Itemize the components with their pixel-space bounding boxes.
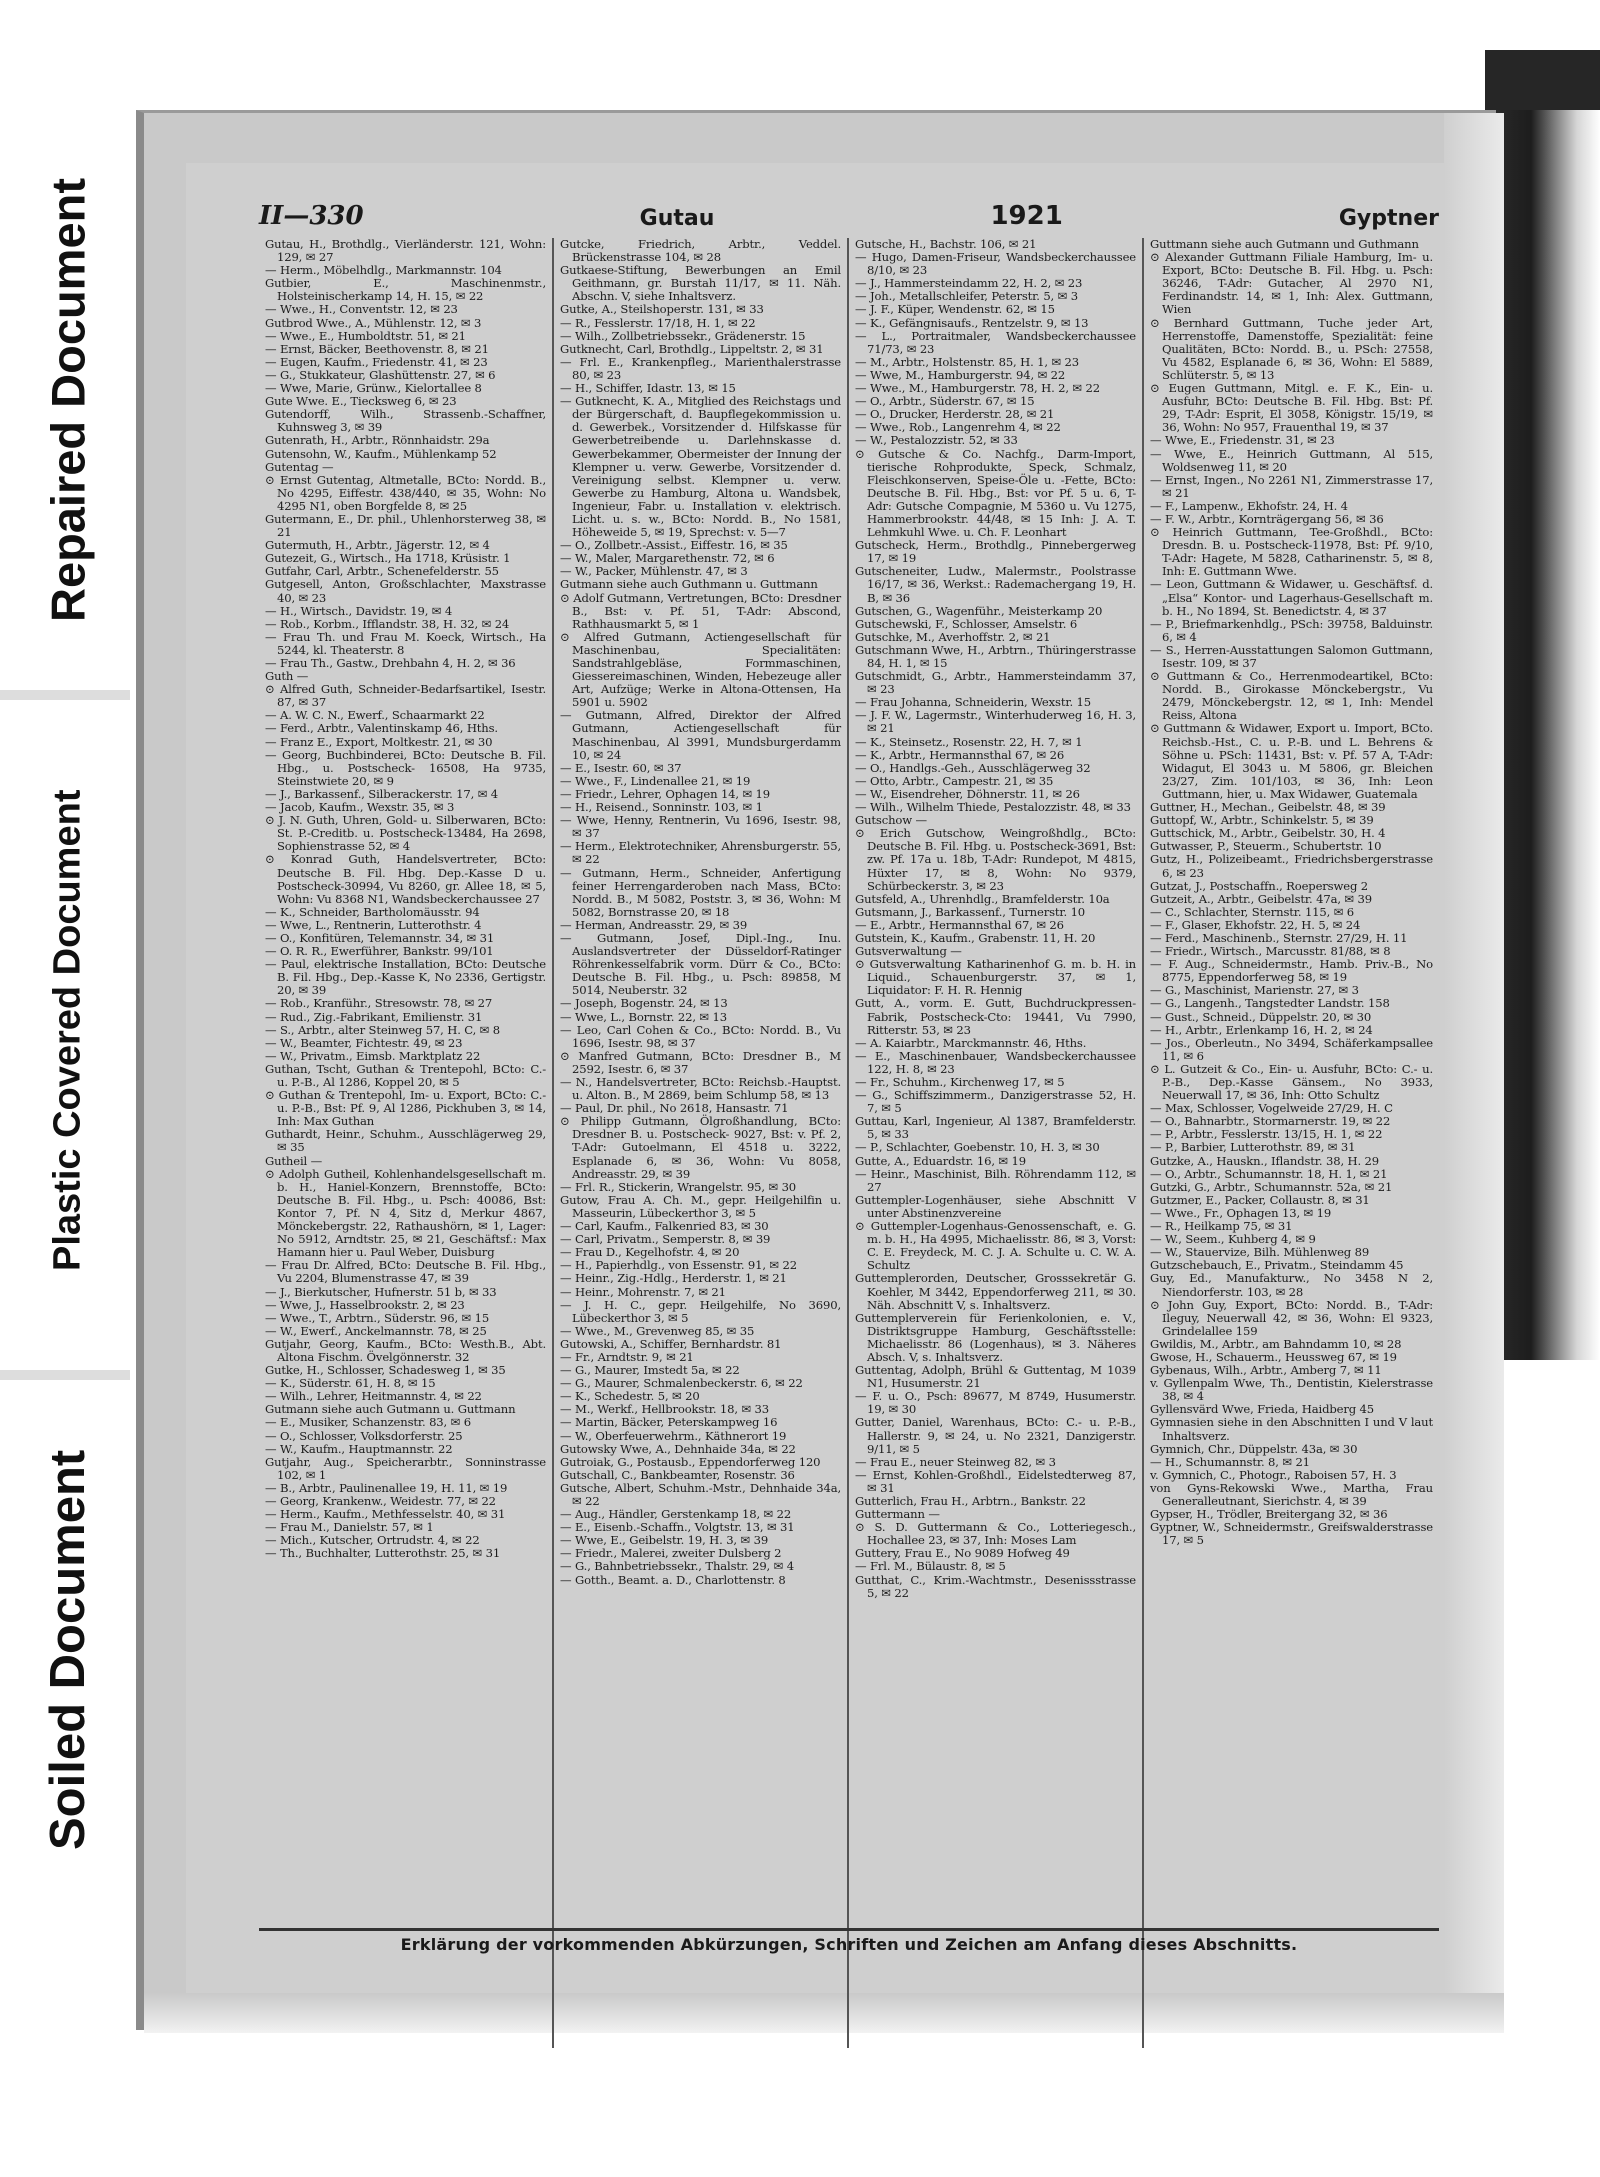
directory-entry: Gutowsky Wwe, A., Dehnhaide 34a, ✉ 22 xyxy=(560,1441,796,1456)
directory-entry: — W., Beamter, Fichtestr. 49, ✉ 23 xyxy=(265,1035,463,1050)
directory-entry: — Ferd., Maschinenb., Sternstr. 27/29, H. 11 xyxy=(1150,930,1408,945)
column-3 xyxy=(849,238,1144,2048)
directory-entry: — Wwe, J., Hasselbrookstr. 2, ✉ 23 xyxy=(265,1297,465,1312)
directory-entry: — K., Schedestr. 5, ✉ 20 xyxy=(560,1389,700,1404)
directory-entry: Gutzeit, A., Arbtr., Geibelstr. 47a, ✉ 39 xyxy=(1150,891,1372,906)
directory-entry: Guttemplerorden, Deutscher, Grosssekretär G. Koehler, M 3442, Eppendorferweg 211, ✉ 30. Näh. Abschnitt V, s. Inhaltsverz. xyxy=(855,1271,1136,1312)
directory-entry: Guttopf, W., Arbtr., Schinkelstr. 5, ✉ 39 xyxy=(1150,813,1374,828)
label-divider xyxy=(0,690,130,700)
directory-entry: Gybenaus, Wilh., Arbtr., Amberg 7, ✉ 11 xyxy=(1150,1363,1382,1378)
directory-entry: — Jos., Oberleutn., No 3494, Schäferkampsallee 11, ✉ 6 xyxy=(1150,1035,1433,1063)
directory-entry: Gutfahr, Carl, Arbtr., Schenefelderstr. 55 xyxy=(265,564,499,579)
directory-entry: Gutezeit, G., Wirtsch., Ha 1718, Krüsistr. 1 xyxy=(265,551,511,566)
scan-shadow-top xyxy=(1485,50,1600,110)
directory-entry: — Otto, Arbtr., Campestr. 21, ✉ 35 xyxy=(855,773,1054,788)
directory-entry: Gutwasser, P., Steuerm., Schubertstr. 10 xyxy=(1150,839,1382,854)
directory-entry: — Ernst, Ingen., No 2261 N1, Zimmerstrasse 17, ✉ 21 xyxy=(1150,472,1433,500)
directory-entry: ⊙ Gutsche & Co. Nachfg., Darm-Import, tierische Rohprodukte, Speck, Schmalz, Fleischkonserven, Speise-Öle u. -Fette, BCto: Deutsche B. Fil. Hbg., Bst: vor Pf. 5 u. 6, T-Adr: Gutsche Compagnie, M 5360 u. Vu 1275, Hammerbrookstr. 44/48, ✉ 15 Inh: J. A. T. Lehmkuhl Wwe. u. Ch. F. Leonhart xyxy=(855,446,1136,540)
directory-entry: Gutz, H., Polizeibeamt., Friedrichsbergerstrasse 6, ✉ 23 xyxy=(1150,852,1433,880)
directory-entry: Gutzmer, E., Packer, Collaustr. 8, ✉ 31 xyxy=(1150,1192,1370,1207)
directory-entry: Guttermann — xyxy=(855,1507,940,1522)
directory-entry: Gutknecht, Carl, Brothdlg., Lippeltstr. 2, ✉ 31 xyxy=(560,341,824,356)
directory-entry: Guttempler-Logenhäuser, siehe Abschnitt V unter Abstinenzvereine xyxy=(855,1192,1136,1220)
directory-entry: Gutentag — xyxy=(265,459,334,474)
directory-entry: — K., Süderstr. 61, H. 8, ✉ 15 xyxy=(265,1376,436,1391)
directory-entry: Gutschow — xyxy=(855,813,927,828)
directory-entry: — J. H. C., gepr. Heilgehilfe, No 3690, Lübeckerthor 3, ✉ 5 xyxy=(560,1297,841,1325)
directory-entry: — F. u. O., Psch: 89677, M 8749, Husumerstr. 19, ✉ 30 xyxy=(855,1389,1136,1417)
directory-entry: — Frau E., neuer Steinweg 82, ✉ 3 xyxy=(855,1454,1056,1469)
directory-entry: Gutzki, G., Arbtr., Schumannstr. 52a, ✉ 21 xyxy=(1150,1179,1393,1194)
directory-entry: — A. Kaiarbtr., Marckmannstr. 46, Hths. xyxy=(855,1035,1087,1050)
directory-entry: — K., Arbtr., Hermannsthal 67, ✉ 26 xyxy=(855,747,1065,762)
directory-entry: — Friedr., Lehrer, Ophagen 14, ✉ 19 xyxy=(560,786,771,801)
directory-entry: — E., Arbtr., Hermannsthal 67, ✉ 26 xyxy=(855,917,1064,932)
directory-entry: — W., Privatm., Eimsb. Marktplatz 22 xyxy=(265,1048,481,1063)
directory-entry: ⊙ Manfred Gutmann, BCto: Dresdner B., M 2592, Isestr. 6, ✉ 37 xyxy=(560,1048,841,1076)
directory-entry: Gutke, A., Steilshoperstr. 131, ✉ 33 xyxy=(560,302,764,317)
directory-entry: — Frl. R., Stickerin, Wrangelstr. 95, ✉ 30 xyxy=(560,1179,797,1194)
directory-entry: — Paul, elektrische Installation, BCto: Deutsche B. Fil. Hbg., Dep.-Kasse K, No 2336, Gertigstr. 20, ✉ 39 xyxy=(265,957,546,998)
directory-entry: — K., Steinsetz., Rosenstr. 22, H. 7, ✉ 1 xyxy=(855,734,1083,749)
directory-entry: — H., Papierhdlg., von Essenstr. 91, ✉ 22 xyxy=(560,1258,797,1273)
footer-rule xyxy=(259,1928,1439,1931)
directory-entry: — O., Konfitüren, Telemannstr. 34, ✉ 31 xyxy=(265,930,495,945)
directory-entry: Gutthat, C., Krim.-Wachtmstr., Desenissstrasse 5, ✉ 22 xyxy=(855,1572,1136,1600)
directory-entry: — Wwe, Marie, Grünw., Kielortallee 8 xyxy=(265,381,482,396)
last-headword: Gyptner xyxy=(1338,206,1439,231)
directory-entry: — Leo, Carl Cohen & Co., BCto: Nordd. B., Vu 1696, Isestr. 98, ✉ 37 xyxy=(560,1022,841,1050)
directory-entry: — M., Werkf., Hellbrookstr. 18, ✉ 33 xyxy=(560,1402,769,1417)
directory-entry: — Wwe, L., Rentnerin, Lutterothstr. 4 xyxy=(265,917,482,932)
directory-entry: Gutt, A., vorm. E. Gutt, Buchdruckpressen-Fabrik, Postscheck-Cto: 19441, Vu 7990, Ritterstr. 53, ✉ 23 xyxy=(855,996,1136,1037)
directory-entry: — A. W. C. N., Ewerf., Schaarmarkt 22 xyxy=(265,708,485,723)
directory-entry: — E., Eisenb.-Schaffn., Volgtstr. 13, ✉ 31 xyxy=(560,1520,795,1535)
directory-entry: Gymnasien siehe in den Abschnitten I und V laut Inhaltsverz. xyxy=(1150,1415,1433,1443)
label-soiled-document: Soiled Document xyxy=(41,1449,95,1851)
directory-entry: — Gust., Schneid., Düppelstr. 20, ✉ 30 xyxy=(1150,1009,1372,1024)
directory-entry: — J. F., Küper, Wendenstr. 62, ✉ 15 xyxy=(855,302,1055,317)
directory-entry: — Mich., Kutscher, Ortrudstr. 4, ✉ 22 xyxy=(265,1533,480,1548)
directory-entry: — E., Musiker, Schanzenstr. 83, ✉ 6 xyxy=(265,1415,471,1430)
directory-entry: Gutau, H., Brothdlg., Vierländerstr. 121, Wohn: 129, ✉ 27 xyxy=(265,238,546,265)
directory-entry: ⊙ Eugen Guttmann, Mitgl. e. F. K., Ein- u. Ausfuhr, BCto: Deutsche B. Fil. Hbg. Bst: Pf. 29, T-Adr: Esprit, El 3058, Königstr. 15/19, ✉ 36, Wohn: No 957, Frauenthal 19, ✉ 37 xyxy=(1150,381,1433,435)
directory-entry: — W., Oberfeuerwehrm., Käthnerort 19 xyxy=(560,1428,787,1443)
directory-entry: Gutzke, A., Hauskn., Iflandstr. 38, H. 29 xyxy=(1150,1153,1380,1168)
directory-entry: Gutke, H., Schlosser, Schadesweg 1, ✉ 35 xyxy=(265,1363,506,1378)
column-2 xyxy=(554,238,849,2048)
directory-entry: Gutzat, J., Postschaffn., Roepersweg 2 xyxy=(1150,878,1368,893)
directory-entry: — Gutknecht, K. A., Mitglied des Reichstags und der Bürgerschaft, d. Baupflegekommission u. d. Gewerbek., Vorsitzender d. Hilfskasse für Gewerbetreibende u. Darlehnskasse d. Gewerbekammer, Obermeister der Innung der Klempner u. verw. Gewerbe, Vorsitzender d. Vereinigung selbst. Klempner u. verw. Gewerbe zu Hamburg, Altona u. Wandsbek, Ingenieur, Fabr. u. Installation v. elektrisch. Licht. u. s. w., BCto: Nordd. B., No 1581, Höheweide 5, ✉ 19, Sprechst: v. 5—7 xyxy=(560,394,841,540)
directory-entry: Gutterlich, Frau H., Arbtrn., Bankstr. 22 xyxy=(855,1494,1086,1508)
directory-entry: Gutgesell, Anton, Großschlachter, Maxstrasse 40, ✉ 23 xyxy=(265,577,546,605)
directory-entry: ⊙ Heinrich Guttmann, Tee-Großhdl., BCto: Dresdn. B. u. Postscheck-11978, Bst: Pf. 9/10, T-Adr: Hagete, M 5828, Catharinenstr. 5, ✉ 8, Inh: E. Guttmann Wwe. xyxy=(1150,525,1433,579)
directory-entry: — Heinr., Maschinist, Bilh. Röhrendamm 112, ✉ 27 xyxy=(855,1166,1136,1194)
directory-entry: — H., Wirtsch., Davidstr. 19, ✉ 4 xyxy=(265,603,453,618)
directory-entry: — Gutmann, Herm., Schneider, Anfertigung feiner Herrengarderoben nach Mass, BCto: Nordd. B., M 5082, Poststr. 3, ✉ 36, Wohn: M 5082, Bornstrasse 20, ✉ 18 xyxy=(560,865,841,919)
directory-entry: — J. F. W., Lagermstr., Winterhuderweg 16, H. 3, ✉ 21 xyxy=(855,708,1136,736)
page-number: II—330 xyxy=(259,201,364,231)
directory-entry: Gutermann, E., Dr. phil., Uhlenhorsterweg 38, ✉ 21 xyxy=(265,511,546,540)
directory-entry: Gutschmidt, G., Arbtr., Hammersteindamm 37, ✉ 23 xyxy=(855,669,1136,697)
directory-entry: — Wwe, E., Heinrich Guttmann, Al 515, Woldsenweg 11, ✉ 20 xyxy=(1150,446,1433,474)
directory-entry: Gutroiak, G., Postausb., Eppendorferweg 120 xyxy=(560,1454,821,1469)
directory-entry: Gutow, Frau A. Ch. M., gepr. Heilgehilfin u. Masseurin, Lübeckerthor 3, ✉ 5 xyxy=(560,1192,841,1220)
directory-entry: — Wwe., M., Grevenweg 85, ✉ 35 xyxy=(560,1323,755,1338)
directory-entry: — Gotth., Beamt. a. D., Charlottenstr. 8 xyxy=(560,1572,786,1587)
directory-entry: — Wwe, M., Hamburgerstr. 94, ✉ 22 xyxy=(855,367,1066,382)
directory-entry: — K., Gefängnisaufs., Rentzelstr. 9, ✉ 13 xyxy=(855,315,1089,330)
directory-entry: ⊙ Guthan & Trentepohl, Im- u. Export, BCto: C.- u. P.-B., Bst: Pf. 9, Al 1286, Pickhuben 3, ✉ 14, Inh: Max Guthan xyxy=(265,1088,546,1129)
directory-entry: Gutschewski, F., Schlosser, Amselstr. 6 xyxy=(855,616,1078,631)
directory-entry: ⊙ Adolf Gutmann, Vertretungen, BCto: Dresdner B., Bst: v. Pf. 51, T-Adr: Abscond, Rathhausmarkt 5, ✉ 1 xyxy=(560,590,841,631)
directory-entry: Guthan, Tscht, Guthan & Trentepohl, BCto: C.- u. P.-B., Al 1286, Koppel 20, ✉ 5 xyxy=(265,1061,546,1089)
directory-entry: — Frau Johanna, Schneiderin, Wexstr. 15 xyxy=(855,695,1091,710)
directory-entry: — Wwe., T., Arbtrn., Süderstr. 96, ✉ 15 xyxy=(265,1310,490,1325)
directory-entry: Guthardt, Heinr., Schuhm., Ausschlägerweg 29, ✉ 35 xyxy=(265,1127,546,1155)
directory-entry: — O., Arbtr., Schumannstr. 18, H. 1, ✉ 21 xyxy=(1150,1166,1388,1181)
directory-entry: — Friedr., Wirtsch., Marcusstr. 81/88, ✉ 8 xyxy=(1150,944,1391,959)
directory-entry: ⊙ Guttmann & Co., Herrenmodeartikel, BCto: Nordd. B., Girokasse Mönckebergstr., Vu 2479, Mönckebergstr. 12, ✉ 1, Inh: Mendel Reiss, Altona xyxy=(1150,669,1433,723)
directory-entry: — J., Bierkutscher, Hufnerstr. 51 b, ✉ 33 xyxy=(265,1284,497,1299)
directory-entry: — P., Schlachter, Goebenstr. 10, H. 3, ✉ 30 xyxy=(855,1140,1100,1155)
directory-entry: Guttschick, M., Arbtr., Geibelstr. 30, H. 4 xyxy=(1150,826,1386,841)
directory-entry: — Georg, Krankenw., Weidestr. 77, ✉ 22 xyxy=(265,1494,496,1508)
directory-entry: von Gyns-Rekowski Wwe., Martha, Frau Generalleutnant, Sierichstr. 4, ✉ 39 xyxy=(1150,1480,1433,1508)
directory-entry: — Wwe., F., Lindenallee 21, ✉ 19 xyxy=(560,773,751,788)
column-1 xyxy=(259,238,554,2048)
directory-entry: — Herm., Möbelhdlg., Markmannstr. 104 xyxy=(265,263,502,278)
directory-entry: ⊙ Konrad Guth, Handelsvertreter, BCto: Deutsche B. Fil. Hbg. Dep.-Kasse D u. Postscheck-30994, Vu 8260, gr. Allee 18, ✉ 5, Wohn: Vu 8368 N1, Wandsbeckerchaussee 27 xyxy=(265,852,546,906)
directory-entry: — F. Aug., Schneidermstr., Hamb. Priv.-B., No 8775, Eppendorferweg 58, ✉ 19 xyxy=(1150,957,1433,985)
directory-entry: — G., Maurer, Schmalenbeckerstr. 6, ✉ 22 xyxy=(560,1376,803,1391)
label-plastic-covered-document: Plastic Covered Document xyxy=(46,789,89,1271)
directory-entry: v. Gymnich, C., Photogr., Raboisen 57, H. 3 xyxy=(1150,1467,1397,1482)
directory-entry: — Wwe., Fr., Ophagen 13, ✉ 19 xyxy=(1150,1205,1332,1220)
directory-entry: Gutscheck, Herm., Brothdlg., Pinnebergerweg 17, ✉ 19 xyxy=(855,538,1136,566)
directory-entry: — M., Arbtr., Holstenstr. 85, H. 1, ✉ 23 xyxy=(855,354,1080,369)
directory-entry: — O., Zollbetr.-Assist., Eiffestr. 16, ✉ 35 xyxy=(560,538,788,553)
directory-entry: Gutcke, Friedrich, Arbtr., Veddel. Brückenstrasse 104, ✉ 28 xyxy=(560,238,841,265)
directory-entry: — W., Pestalozzistr. 52, ✉ 33 xyxy=(855,433,1018,448)
directory-entry: Gutte, A., Eduardstr. 16, ✉ 19 xyxy=(855,1153,1026,1168)
directory-entry: Gutsmann, J., Barkassenf., Turnerstr. 10 xyxy=(855,904,1086,919)
directory-entry: ⊙ J. N. Guth, Uhren, Gold- u. Silberwaren, BCto: St. P.-Creditb. u. Postscheck-13484, Ha 2698, Sophienstrasse 52, ✉ 4 xyxy=(265,813,546,854)
directory-entry: ⊙ Ernst Gutentag, Altmetalle, BCto: Nordd. B., No 4295, Eiffestr. 438/440, ✉ 35, Wohn: No 4295 N1, oben Borgfelde 8, ✉ 25 xyxy=(265,472,546,513)
directory-entry: ⊙ John Guy, Export, BCto: Nordd. B., T-Adr: Ileguy, Neuerwall 42, ✉ 36, Wohn: El 9323, Grindelallee 159 xyxy=(1150,1297,1433,1338)
directory-entry: ⊙ L. Gutzeit & Co., Ein- u. Ausfuhr, BCto: C.- u. P.-B., Dep.-Kasse Gänsem., No 3933, Neuerwall 17, ✉ 36, Inh: Otto Schultz xyxy=(1150,1061,1433,1103)
directory-entry: v. Gyllenpalm Wwe, Th., Dentistin, Kielerstrasse 38, ✉ 4 xyxy=(1150,1376,1433,1404)
directory-entry: — Ferd., Arbtr., Valentinskamp 46, Hths. xyxy=(265,721,498,736)
directory-entry: — P., Barbier, Lutterothstr. 89, ✉ 31 xyxy=(1150,1140,1356,1155)
directory-entry: — Wwe, E., Geibelstr. 19, H. 3, ✉ 39 xyxy=(560,1533,769,1548)
directory-entry: — S., Herren-Ausstattungen Salomon Guttmann, Isestr. 109, ✉ 37 xyxy=(1150,642,1433,670)
directory-entry: — H., Schumannstr. 8, ✉ 21 xyxy=(1150,1454,1310,1469)
directory-entry: — Hugo, Damen-Friseur, Wandsbeckerchaussee 8/10, ✉ 23 xyxy=(855,250,1136,278)
directory-entry: Gutowski, A., Schiffer, Bernhardstr. 81 xyxy=(560,1336,782,1351)
directory-entry: — Frau Th., Gastw., Drehbahn 4, H. 2, ✉ 36 xyxy=(265,656,516,670)
directory-entry: ⊙ Alexander Guttmann Filiale Hamburg, Im- u. Export, BCto: Deutsche B. Fil. Hbg. u. Psch: 36246, T-Adr: Gutacher, Al 2970 N1, Ferdinandstr. 14, ✉ 1, Inh: Alex. Guttmann, Wien xyxy=(1150,250,1433,317)
directory-entry: — G., Stukkateur, Glashüttenstr. 27, ✉ 6 xyxy=(265,367,496,382)
directory-entry: — Wilh., Lehrer, Heitmannstr. 4, ✉ 22 xyxy=(265,1389,482,1404)
directory-entry: — F., Glaser, Ekhofstr. 22, H. 5, ✉ 24 xyxy=(1150,917,1361,932)
directory-entry: ⊙ Erich Gutschow, Weingroßhdlg., BCto: Deutsche B. Fil. Hbg. u. Postscheck-3691, Bst: zw. Pf. 17a u. 18b, T-Adr: Rundepot, M 4815, Hüxter 17, ✉ 8, Wohn: No 9379, Schürbeckerstr. 3, ✉ 23 xyxy=(855,826,1136,893)
directory-entry: — Franz E., Export, Moltkestr. 21, ✉ 30 xyxy=(265,734,493,749)
directory-entry: Guttmann siehe auch Gutmann und Guthmann xyxy=(1150,238,1419,251)
directory-entry: — K., Schneider, Bartholomäusstr. 94 xyxy=(265,904,480,919)
directory-entry: — E., Isestr. 60, ✉ 37 xyxy=(560,760,682,775)
directory-entry: Gutsfeld, A., Uhrenhdlg., Bramfelderstr. 10a xyxy=(855,891,1110,906)
directory-entry: ⊙ Bernhard Guttmann, Tuche jeder Art, Herrenstoffe, Damenstoffe, Spezialität: feine Qualitäten, BCto: Nordd. B., u. PSch: 27558, Vu 4582, Esplanade 6, ✉ 36, Wohn: El 5889, Schlüterstr. 5, ✉ 13 xyxy=(1150,315,1433,382)
directory-entry: — Wwe., Rob., Langenrehm 4, ✉ 22 xyxy=(855,420,1061,435)
directory-entry: Gutschen, G., Wagenführ., Meisterkamp 20 xyxy=(855,603,1103,618)
directory-entry: — P., Briefmarkenhdlg., PSch: 39758, Balduinstr. 6, ✉ 4 xyxy=(1150,616,1433,644)
scanned-page xyxy=(136,110,1496,2030)
directory-entry: — W., Ewerf., Anckelmannstr. 78, ✉ 25 xyxy=(265,1323,487,1338)
directory-entry: Gymnich, Chr., Düppelstr. 43a, ✉ 30 xyxy=(1150,1441,1358,1456)
directory-entry: — Wwe, L., Bornstr. 22, ✉ 13 xyxy=(560,1009,727,1024)
directory-entry: — Herm., Kaufm., Methfesselstr. 40, ✉ 31 xyxy=(265,1507,506,1522)
first-headword: Gutau xyxy=(639,206,715,231)
directory-entry: — Rud., Zig.-Fabrikant, Emilienstr. 31 xyxy=(265,1009,483,1024)
directory-entry: Gutensohn, W., Kaufm., Mühlenkamp 52 xyxy=(265,446,497,461)
directory-entry: — Frau M., Danielstr. 57, ✉ 1 xyxy=(265,1520,434,1535)
directory-entry: — Aug., Händler, Gerstenkamp 18, ✉ 22 xyxy=(560,1507,792,1522)
directory-entry: Guy, Ed., Manufakturw., No 3458 N 2, Niendorferstr. 103, ✉ 28 xyxy=(1150,1271,1433,1299)
directory-entry: — O., Bahnarbtr., Stormarnerstr. 19, ✉ 22 xyxy=(1150,1114,1391,1129)
directory-entry: — Martin, Bäcker, Peterskampweg 16 xyxy=(560,1415,778,1430)
directory-entry: Gutschmann Wwe, H., Arbtrn., Thüringerstrasse 84, H. 1, ✉ 15 xyxy=(855,642,1136,670)
directory-entry: — N., Handelsvertreter, BCto: Reichsb.-Hauptst. u. Alton. B., M 2869, beim Schlump 58, ✉ 13 xyxy=(560,1075,841,1103)
directory-entry: Guttery, Frau E., No 9089 Hofweg 49 xyxy=(855,1546,1070,1561)
directory-entry: — Gutmann, Josef, Dipl.-Ing., Inu. Auslandsvertreter der Düsseldorf-Ratinger Röhrenkesselfabrik vorm. Dürr & Co., BCto: Deutsche B. Fil. Hbg., u. Psch: 89858, M 5014, Neuberstr. 32 xyxy=(560,930,841,998)
directory-entry: Gutheil — xyxy=(265,1153,323,1168)
directory-entry: Gutmann siehe auch Gutmann u. Guttmann xyxy=(265,1402,516,1417)
directory-entry: — Wilh., Zollbetriebssekr., Grädenerstr. 15 xyxy=(560,328,806,343)
directory-entry: — Paul, Dr. phil., No 2618, Hansastr. 71 xyxy=(560,1101,789,1116)
directory-entry: — Joh., Metallschleifer, Peterstr. 5, ✉ 3 xyxy=(855,289,1078,304)
directory-entry: Guttner, H., Mechan., Geibelstr. 48, ✉ 39 xyxy=(1150,800,1386,815)
directory-entry: — E., Maschinenbauer, Wandsbeckerchaussee 122, H. 8, ✉ 23 xyxy=(855,1048,1136,1076)
directory-entry: Gyptner, W., Schneidermstr., Greifswalderstrasse 17, ✉ 5 xyxy=(1150,1520,1433,1548)
directory-entry: Guth — xyxy=(265,669,309,684)
directory-entry: ⊙ Alfred Gutmann, Actiengesellschaft für Maschinenbau, Specialitäten: Sandstrahlgebläse, Formmaschinen, Giessereimaschinen, Winden, Hebezeuge aller Art, Aufzüge; Werke in Altona-Ottensen, Ha 5901 u. 5902 xyxy=(560,629,841,710)
directory-entry: — W., Eisendreher, Döhnerstr. 11, ✉ 26 xyxy=(855,786,1080,801)
directory-entry: ⊙ Gutsverwaltung Katharinenhof G. m. b. H. in Liquid., Schauenburgerstr. 37, ✉ 1, Liquidator: F. H. R. Hennig xyxy=(855,957,1136,998)
directory-entry: — G., Schiffszimmerm., Danzigerstrasse 52, H. 7, ✉ 5 xyxy=(855,1088,1136,1116)
directory-entry: — Fr., Schuhm., Kirchenweg 17, ✉ 5 xyxy=(855,1075,1065,1089)
directory-entry: — W., Stauervize, Bilh. Mühlenweg 89 xyxy=(1150,1245,1370,1260)
directory-entry: — H., Reisend., Sonninstr. 103, ✉ 1 xyxy=(560,800,763,815)
directory-entry: Gutmann siehe auch Guthmann u. Guttmann xyxy=(560,577,818,592)
directory-entry: Gutzschebauch, E., Privatm., Steindamm 45 xyxy=(1150,1258,1404,1273)
directory-entry: — Gutmann, Alfred, Direktor der Alfred Gutmann, Actiengesellschaft für Maschinenbau, Al 3991, Mundsburgerdamm 10, ✉ 24 xyxy=(560,708,841,762)
directory-entry: — G., Maurer, Imstedt 5a, ✉ 22 xyxy=(560,1363,740,1378)
directory-entry: — F., Lampenw., Ekhofstr. 24, H. 4 xyxy=(1150,498,1348,513)
directory-entry: — S., Arbtr., alter Steinweg 57, H. C, ✉ 8 xyxy=(265,1022,500,1037)
directory-entry: — Heinr., Mohrenstr. 7, ✉ 21 xyxy=(560,1284,726,1299)
footer-note: Erklärung der vorkommenden Abkürzungen, Schriften und Zeichen am Anfang dieses Abschnitts. xyxy=(400,1935,1298,1954)
directory-entry: Gutsverwaltung — xyxy=(855,944,962,959)
directory-entry: — P., Arbtr., Fesslerstr. 13/15, H. 1, ✉ 22 xyxy=(1150,1127,1383,1142)
directory-entry: Gutendorff, Wilh., Strassenb.-Schaffner, Kuhnsweg 3, ✉ 39 xyxy=(265,407,546,435)
directory-entry: Gute Wwe. E., Tiecksweg 6, ✉ 23 xyxy=(265,394,457,409)
directory-entry: — Wilh., Wilhelm Thiede, Pestalozzistr. 48, ✉ 33 xyxy=(855,800,1131,815)
directory-entry: — Frl. E., Krankenpfleg., Marienthalerstrasse 80, ✉ 23 xyxy=(560,354,841,382)
directory-entry: — Wwe., M., Hamburgerstr. 78, H. 2, ✉ 22 xyxy=(855,381,1100,396)
directory-entry: Gutscheneiter, Ludw., Malermstr., Poolstrasse 16/17, ✉ 36, Werkst.: Rademachergang 19, H. B, ✉ 36 xyxy=(855,564,1136,605)
directory-entry: — C., Schlachter, Sternstr. 115, ✉ 6 xyxy=(1150,904,1355,919)
directory-entry: — Fr., Arndtstr. 9, ✉ 21 xyxy=(560,1349,694,1364)
page-edge xyxy=(1444,113,1504,2033)
directory-entry: Guttau, Karl, Ingenieur, Al 1387, Bramfelderstr. 5, ✉ 33 xyxy=(855,1114,1136,1142)
directory-entry: — O., Arbtr., Süderstr. 67, ✉ 15 xyxy=(855,394,1035,409)
directory-entry: — W., Kaufm., Hauptmannstr. 22 xyxy=(265,1441,453,1456)
directory-entry: Gwose, H., Schauerm., Heussweg 67, ✉ 19 xyxy=(1150,1349,1397,1364)
directory-entry: — Heinr., Zig.-Hdlg., Herderstr. 1, ✉ 21 xyxy=(560,1271,787,1286)
directory-entry: Gyllensvärd Wwe, Frieda, Haidberg 45 xyxy=(1150,1402,1374,1417)
directory-entry: — Friedr., Malerei, zweiter Dulsberg 2 xyxy=(560,1546,782,1561)
directory-entry: — H., Schiffer, Idastr. 13, ✉ 15 xyxy=(560,381,736,396)
directory-entry: — B., Arbtr., Paulinenallee 19, H. 11, ✉ 19 xyxy=(265,1480,508,1495)
directory-entry: Gutschall, C., Bankbeamter, Rosenstr. 36 xyxy=(560,1467,795,1482)
label-repaired-document: Repaired Document xyxy=(41,178,95,622)
directory-entry: Gutermuth, H., Arbtr., Jägerstr. 12, ✉ 4 xyxy=(265,538,490,553)
directory-entry: — G., Maschinist, Marienstr. 27, ✉ 3 xyxy=(1150,983,1359,998)
directory-entry: — Rob., Korbm., Ifflandstr. 38, H. 32, ✉ 24 xyxy=(265,616,510,631)
directory-entry: — W., Seem., Kuhberg 4, ✉ 9 xyxy=(1150,1232,1316,1247)
directory-entry: — O., Drucker, Herderstr. 28, ✉ 21 xyxy=(855,407,1055,422)
directory-entry: ⊙ Adolph Gutheil, Kohlenhandelsgesellschaft m. b. H., Haniel-Konzern, Brennstoffe, BCto: Deutsche B. Fil. Hbg., u. Psch: 40086, Bst: Kontor 7, Pf. N 4, Sitz d, Merkur 4867, Mönckebergstr. 22, Rathaushörn, ✉ 1, Lager: No 5912, Arndtstr. 25, ✉ 21, Geschäftsf.: Max Hamann hier u. Paul Weber, Duisburg xyxy=(265,1166,546,1260)
directory-entry: — O. R. R., Ewerführer, Bankstr. 99/101 xyxy=(265,944,494,959)
directory-entry: Gutsche, H., Bachstr. 106, ✉ 21 xyxy=(855,238,1037,251)
directory-entry: ⊙ Guttempler-Logenhaus-Genossenschaft, e. G. m. b. H., Ha 4995, Michaelisstr. 86, ✉ 3, Vorst: C. E. Freydeck, M. C. J. A. Schulte u. C. W. A. Schultz xyxy=(855,1219,1136,1273)
directory-entry: Gutjahr, Georg, Kaufm., BCto: Westh.B., Abt. Altona Fischm. Övelgönnerstr. 32 xyxy=(265,1336,546,1364)
directory-entry: Gutstein, K., Kaufm., Grabenstr. 11, H. 20 xyxy=(855,930,1096,945)
directory-entry: — Wwe., H., Conventstr. 12, ✉ 23 xyxy=(265,302,458,317)
directory-entry: Guttentag, Adolph, Brühl & Guttentag, M 1039 N1, Husumerstr. 21 xyxy=(855,1363,1136,1391)
directory-entry: ⊙ S. D. Guttermann & Co., Lotteriegesch., Hochallee 23, ✉ 37, Inh: Moses Lam xyxy=(855,1520,1136,1548)
directory-entry: — Wwe, E., Friedenstr. 31, ✉ 23 xyxy=(1150,433,1335,448)
page-header xyxy=(259,191,1439,231)
directory-entry: — Frau Th. und Frau M. Koeck, Wirtsch., Ha 5244, kl. Theaterstr. 8 xyxy=(265,629,546,657)
directory-entry: — G., Langenh., Tangstedter Landstr. 158 xyxy=(1150,996,1390,1011)
directory-entry: Gwildis, M., Arbtr., am Bahndamm 10, ✉ 28 xyxy=(1150,1336,1402,1351)
directory-entry: — O., Handlgs.-Geh., Ausschlägerweg 32 xyxy=(855,760,1091,775)
directory-entry: Guttemplerverein für Ferienkolonien, e. V., Distriktsgruppe Hamburg, Geschäftsstelle: Michaelisstr. 86 (Logenhaus), ✉ 3. Näheres Absch. V, s. Inhaltsverz. xyxy=(855,1310,1136,1364)
directory-entry: — O., Schlosser, Volksdorferstr. 25 xyxy=(265,1428,463,1443)
directory-entry: ⊙ Philipp Gutmann, Ölgroßhandlung, BCto: Dresdner B. u. Postscheck- 9027, Bst: v. Pf. 2, T-Adr: Gutoelmann, El 4518 u. 3222, Esplanade 6, ✉ 36, Wohn: Vu 8058, Andreasstr. 29, ✉ 39 xyxy=(560,1114,841,1181)
directory-entry: — Rob., Kranführ., Stresowstr. 78, ✉ 27 xyxy=(265,996,493,1011)
directory-entry: — J., Barkassenf., Silberackerstr. 17, ✉ 4 xyxy=(265,786,499,801)
directory-entry: — R., Fesslerstr. 17/18, H. 1, ✉ 22 xyxy=(560,315,756,330)
directory-entry: — F. W., Arbtr., Kornträgergang 56, ✉ 36 xyxy=(1150,511,1384,526)
directory-entry: — H., Arbtr., Erlenkamp 16, H. 2, ✉ 24 xyxy=(1150,1022,1373,1037)
directory-entry: — W., Packer, Mühlenstr. 47, ✉ 3 xyxy=(560,564,748,579)
directory-entry: — Max, Schlosser, Vogelweide 27/29, H. C xyxy=(1150,1101,1393,1116)
directory-entry: — W., Maler, Margarethenstr. 72, ✉ 6 xyxy=(560,551,775,566)
directory-entry: — Herm., Elektrotechniker, Ahrensburgerstr. 55, ✉ 22 xyxy=(560,839,841,867)
label-divider xyxy=(0,1370,130,1380)
directory-entry: Gutjahr, Aug., Speicherarbtr., Sonninstrasse 102, ✉ 1 xyxy=(265,1454,546,1482)
directory-entry: Gutkaese-Stiftung, Bewerbungen an Emil Geithmann, gr. Burstah 11/17, ✉ 11. Näh. Abschn. V, siehe Inhaltsverz. xyxy=(560,263,841,304)
directory-columns xyxy=(259,238,1439,2048)
directory-year: 1921 xyxy=(990,201,1063,231)
directory-entry: — Frau D., Kegelhofstr. 4, ✉ 20 xyxy=(560,1245,740,1260)
directory-entry: — Ernst, Bäcker, Beethovenstr. 8, ✉ 21 xyxy=(265,341,489,356)
directory-entry: Gutsche, Albert, Schuhm.-Mstr., Dehnhaide 34a, ✉ 22 xyxy=(560,1480,841,1508)
directory-entry: ⊙ Alfred Guth, Schneider-Bedarfsartikel, Isestr. 87, ✉ 37 xyxy=(265,682,546,710)
directory-entry: — R., Heilkamp 75, ✉ 31 xyxy=(1150,1219,1293,1234)
directory-entry: — G., Bahnbetriebssekr., Thalstr. 29, ✉ 4 xyxy=(560,1559,794,1574)
directory-entry: Gutenrath, H., Arbtr., Rönnhaidstr. 29a xyxy=(265,433,490,448)
directory-entry: — Jacob, Kaufm., Wexstr. 35, ✉ 3 xyxy=(265,800,455,815)
directory-entry: — J., Hammersteindamm 22, H. 2, ✉ 23 xyxy=(855,276,1083,291)
directory-entry: Gutschke, M., Averhoffstr. 2, ✉ 21 xyxy=(855,629,1051,644)
directory-entry: — Ernst, Kohlen-Großhdl., Eidelstedterweg 87, ✉ 31 xyxy=(855,1467,1136,1495)
directory-entry: — L., Portraitmaler, Wandsbeckerchaussee 71/73, ✉ 23 xyxy=(855,328,1136,356)
directory-entry: — Carl, Privatm., Semperstr. 8, ✉ 39 xyxy=(560,1232,771,1247)
directory-entry: — Wwe, Henny, Rentnerin, Vu 1696, Isestr. 98, ✉ 37 xyxy=(560,813,841,841)
directory-entry: — Leon, Guttmann & Widawer, u. Geschäftsf. d. „Elsa“ Kontor- und Lagerhaus-Gesellschaft m. b. H., No 1894, St. Benedictstr. 4, ✉ 37 xyxy=(1150,577,1433,618)
directory-entry: Gutter, Daniel, Warenhaus, BCto: C.- u. P.-B., Hallerstr. 9, ✉ 24, u. No 2321, Danzigerstr. 9/11, ✉ 5 xyxy=(855,1415,1136,1456)
directory-entry: — Wwe., E., Humboldtstr. 51, ✉ 21 xyxy=(265,328,466,343)
directory-entry: Gutbier, E., Maschinenmstr., Holsteinischerkamp 14, H. 15, ✉ 22 xyxy=(265,276,546,304)
directory-entry: ⊙ Guttmann & Widawer, Export u. Import, BCto. Reichsb.-Hst., C. u. P.-B. und L. Behrens & Söhne u. PSch: 11431, Bst: v. Pf. 57 A, T-Adr: Widagut, El 3043 u. M 5806, gr. Bleichen 23/27, Zim. 101/103, ✉ 36, Inh: Leon Guttmann, hier, u. Max Widawer, Guatemala xyxy=(1150,721,1433,801)
directory-entry: — Joseph, Bogenstr. 24, ✉ 13 xyxy=(560,996,728,1011)
directory-entry: — Th., Buchhalter, Lutterothstr. 25, ✉ 31 xyxy=(265,1546,501,1561)
directory-entry: — Frl. M., Bülaustr. 8, ✉ 5 xyxy=(855,1559,1006,1574)
side-labels xyxy=(0,120,130,1851)
directory-entry: Gypser, H., Trödler, Breitergang 32, ✉ 36 xyxy=(1150,1507,1388,1522)
directory-entry: Gutbrod Wwe., A., Mühlenstr. 12, ✉ 3 xyxy=(265,315,482,330)
directory-entry: — Herman, Andreasstr. 29, ✉ 39 xyxy=(560,917,748,932)
directory-entry: — Georg, Buchbinderei, BCto: Deutsche B. Fil. Hbg., u. Postscheck- 16508, Ha 9735, Steinstwiete 20, ✉ 9 xyxy=(265,747,546,788)
directory-entry: — Frau Dr. Alfred, BCto: Deutsche B. Fil. Hbg., Vu 2204, Blumenstrasse 47, ✉ 39 xyxy=(265,1258,546,1286)
directory-entry: — Carl, Kaufm., Falkenried 83, ✉ 30 xyxy=(560,1219,769,1234)
column-4 xyxy=(1144,238,1439,2048)
directory-entry: — Eugen, Kaufm., Friedenstr. 41, ✉ 23 xyxy=(265,354,488,369)
